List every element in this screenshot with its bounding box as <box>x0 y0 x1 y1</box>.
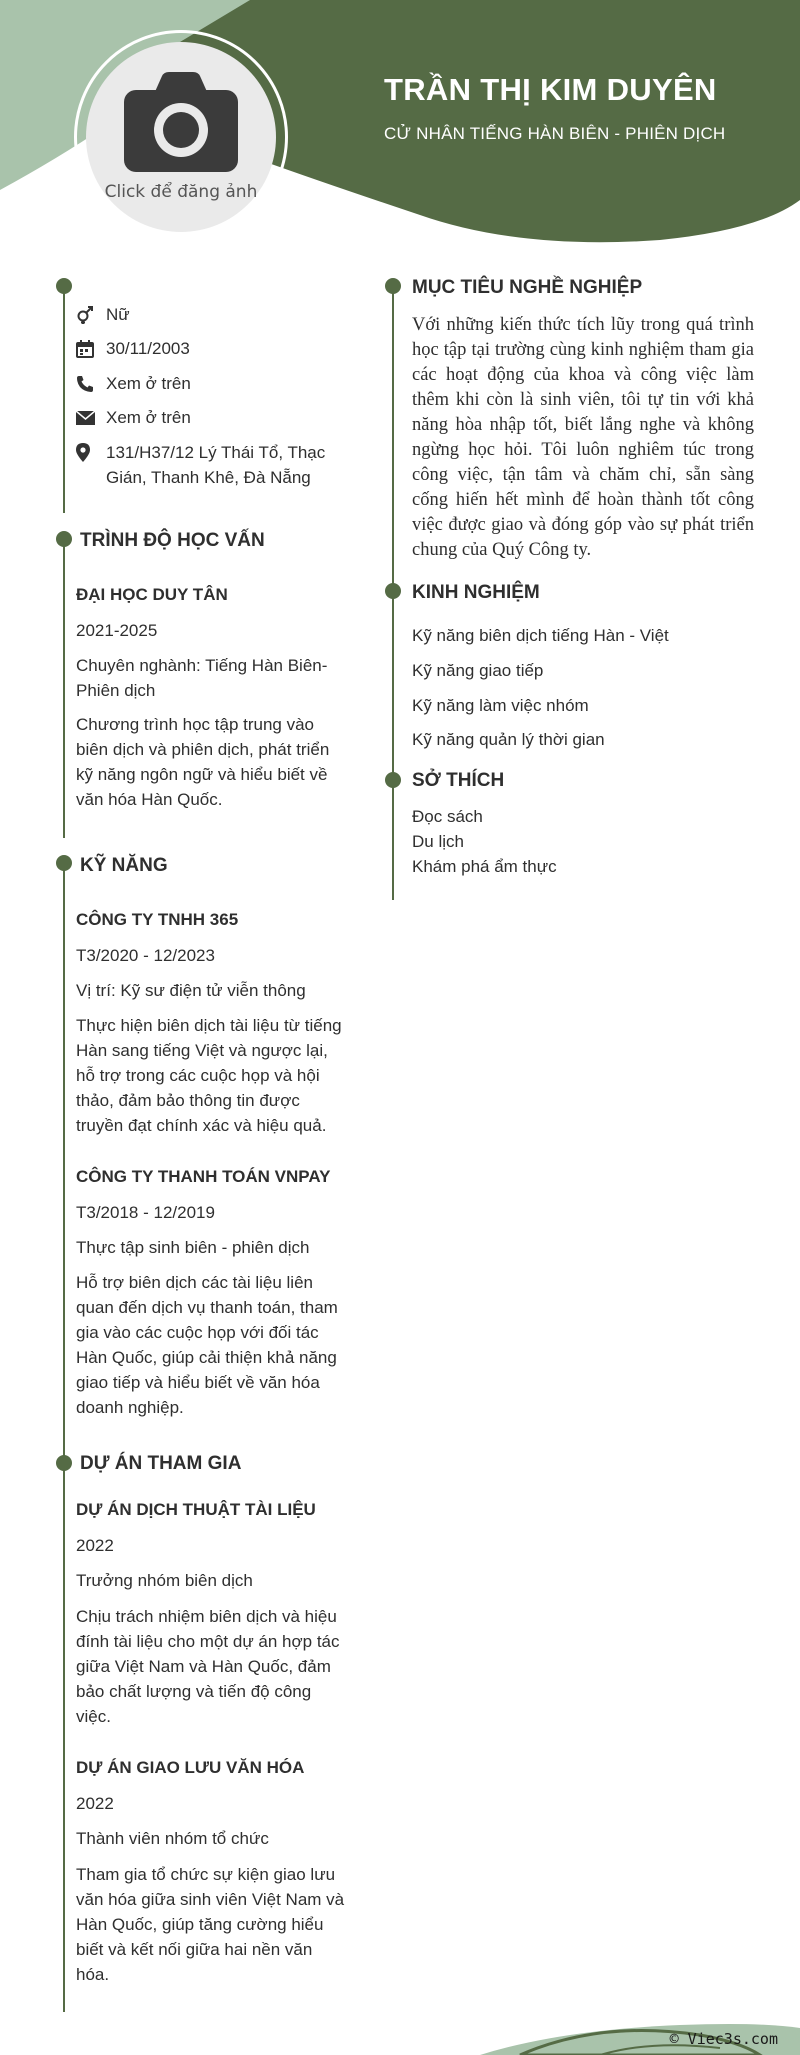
project-name: DỰ ÁN GIAO LƯU VĂN HÓA <box>76 1758 305 1777</box>
projects-heading: DỰ ÁN THAM GIA <box>80 1453 242 1474</box>
location-pin-icon <box>76 440 106 465</box>
school-name: ĐẠI HỌC DUY TÂN <box>76 585 228 604</box>
objective-text: Với những kiến thức tích lũy trong quá trình học tập tại trường cùng kinh nghiệm tham gia các hoạt động của khoa và công việc làm thêm khi còn là sinh viên, tôi tự tin với khả năng hòa nhập tốt, biết lắng nghe và không ngừng học hỏi. Tôi luôn nghiêm túc trong công việc, tận tâm và chăm chỉ, sẵn sàng cống hiến hết mình để hoàn thành tốt công việc được giao và đóng góp vào sự phát triển chung của Quý Công ty. <box>412 315 754 560</box>
candidate-title: CỬ NHÂN TIẾNG HÀN BIÊN - PHIÊN DỊCH <box>384 124 726 143</box>
mail-icon <box>76 405 106 430</box>
timeline-dot <box>385 278 401 294</box>
project-description: Tham gia tổ chức sự kiện giao lưu văn hóa giữa sinh viên Việt Nam và Hàn Quốc, giúp tăng cường hiểu biết và kết nối giữa hai nền văn hóa. <box>76 1865 345 1984</box>
timeline-dot <box>56 278 72 294</box>
dob-value: 30/11/2003 <box>106 339 190 358</box>
gender-value: Nữ <box>106 305 130 324</box>
address-value: 131/H37/12 Lý Thái Tổ, Thạc Gián, Thanh Khê, Đà Nẵng <box>106 443 326 487</box>
experience-item: Kỹ năng biên dịch tiếng Hàn - Việt <box>412 626 669 645</box>
job-description: Hỗ trợ biên dịch các tài liệu liên quan đến dịch vụ thanh toán, tham gia vào các cuộc họp với đối tác Hàn Quốc, giúp cải thiện khả năng giao tiếp và hiểu biết về văn hóa doanh nghiệp. <box>76 1273 338 1417</box>
project-name: DỰ ÁN DỊCH THUẬT TÀI LIỆU <box>76 1500 316 1519</box>
avatar-upload[interactable] <box>86 42 276 232</box>
contact-dob <box>76 336 190 361</box>
job-description: Thực hiện biên dịch tài liệu từ tiếng Hàn sang tiếng Việt và ngược lại, hỗ trợ trong các cuộc họp và hội thảo, đảm bảo thông tin được truyền đạt chính xác và hiệu quả. <box>76 1016 342 1135</box>
phone-icon <box>76 371 106 396</box>
education-major: Chuyên nghành: Tiếng Hàn Biên- Phiên dịch <box>76 656 328 700</box>
left-timeline-2 <box>63 538 65 838</box>
objective-heading: MỤC TIÊU NGHỀ NGHIỆP <box>412 277 643 298</box>
job-period: T3/2018 - 12/2019 <box>76 1203 215 1222</box>
hobbies-heading: SỞ THÍCH <box>412 770 505 791</box>
project-role: Thành viên nhóm tổ chức <box>76 1829 269 1848</box>
job-period: T3/2020 - 12/2023 <box>76 946 215 965</box>
project-year: 2022 <box>76 1794 114 1813</box>
education-years: 2021-2025 <box>76 621 158 640</box>
contact-phone <box>76 371 191 396</box>
project-role: Trưởng nhóm biên dịch <box>76 1571 253 1590</box>
job-position: Thực tập sinh biên - phiên dịch <box>76 1238 310 1257</box>
job-position: Vị trí: Kỹ sư điện tử viễn thông <box>76 981 306 1000</box>
timeline-dot <box>385 772 401 788</box>
timeline-dot <box>385 583 401 599</box>
camera-icon <box>124 72 238 172</box>
project-description: Chịu trách nhiệm biên dịch và hiệu đính tài liệu cho một dự án hợp tác giữa Việt Nam và Hàn Quốc, đảm bảo chất lượng và tiến độ công việc. <box>76 1607 340 1726</box>
experience-item: Kỹ năng làm việc nhóm <box>412 696 589 715</box>
contact-gender <box>76 302 130 327</box>
project-year: 2022 <box>76 1536 114 1555</box>
education-description: Chương trình học tập trung vào biên dịch và phiên dịch, phát triển kỹ năng ngôn ngữ và hiểu biết về văn hóa Hàn Quốc. <box>76 715 330 809</box>
phone-value: Xem ở trên <box>106 374 191 393</box>
candidate-name: TRẦN THỊ KIM DUYÊN <box>384 72 717 107</box>
left-timeline-1 <box>63 285 65 513</box>
hobby-item: Đọc sách <box>412 807 483 826</box>
job-company: CÔNG TY THANH TOÁN VNPAY <box>76 1167 331 1186</box>
photo-caption: Click để đăng ảnh <box>104 182 258 202</box>
timeline-dot <box>56 1455 72 1471</box>
contact-address <box>76 440 346 490</box>
education-heading: TRÌNH ĐỘ HỌC VẤN <box>80 530 265 551</box>
calendar-icon <box>76 336 106 361</box>
experience-item: Kỹ năng giao tiếp <box>412 661 544 680</box>
timeline-dot <box>56 855 72 871</box>
hobby-item: Khám phá ẩm thực <box>412 857 557 876</box>
skills-heading: KỸ NĂNG <box>80 855 168 876</box>
hobby-item: Du lịch <box>412 832 464 851</box>
watermark: © Viec3s.com <box>669 2030 778 2048</box>
experience-heading: KINH NGHIỆM <box>412 582 540 603</box>
gender-icon <box>76 302 106 327</box>
left-timeline-3 <box>63 862 65 2012</box>
experience-item: Kỹ năng quản lý thời gian <box>412 730 605 749</box>
timeline-dot <box>56 531 72 547</box>
job-company: CÔNG TY TNHH 365 <box>76 910 239 929</box>
contact-email <box>76 405 191 430</box>
email-value: Xem ở trên <box>106 408 191 427</box>
